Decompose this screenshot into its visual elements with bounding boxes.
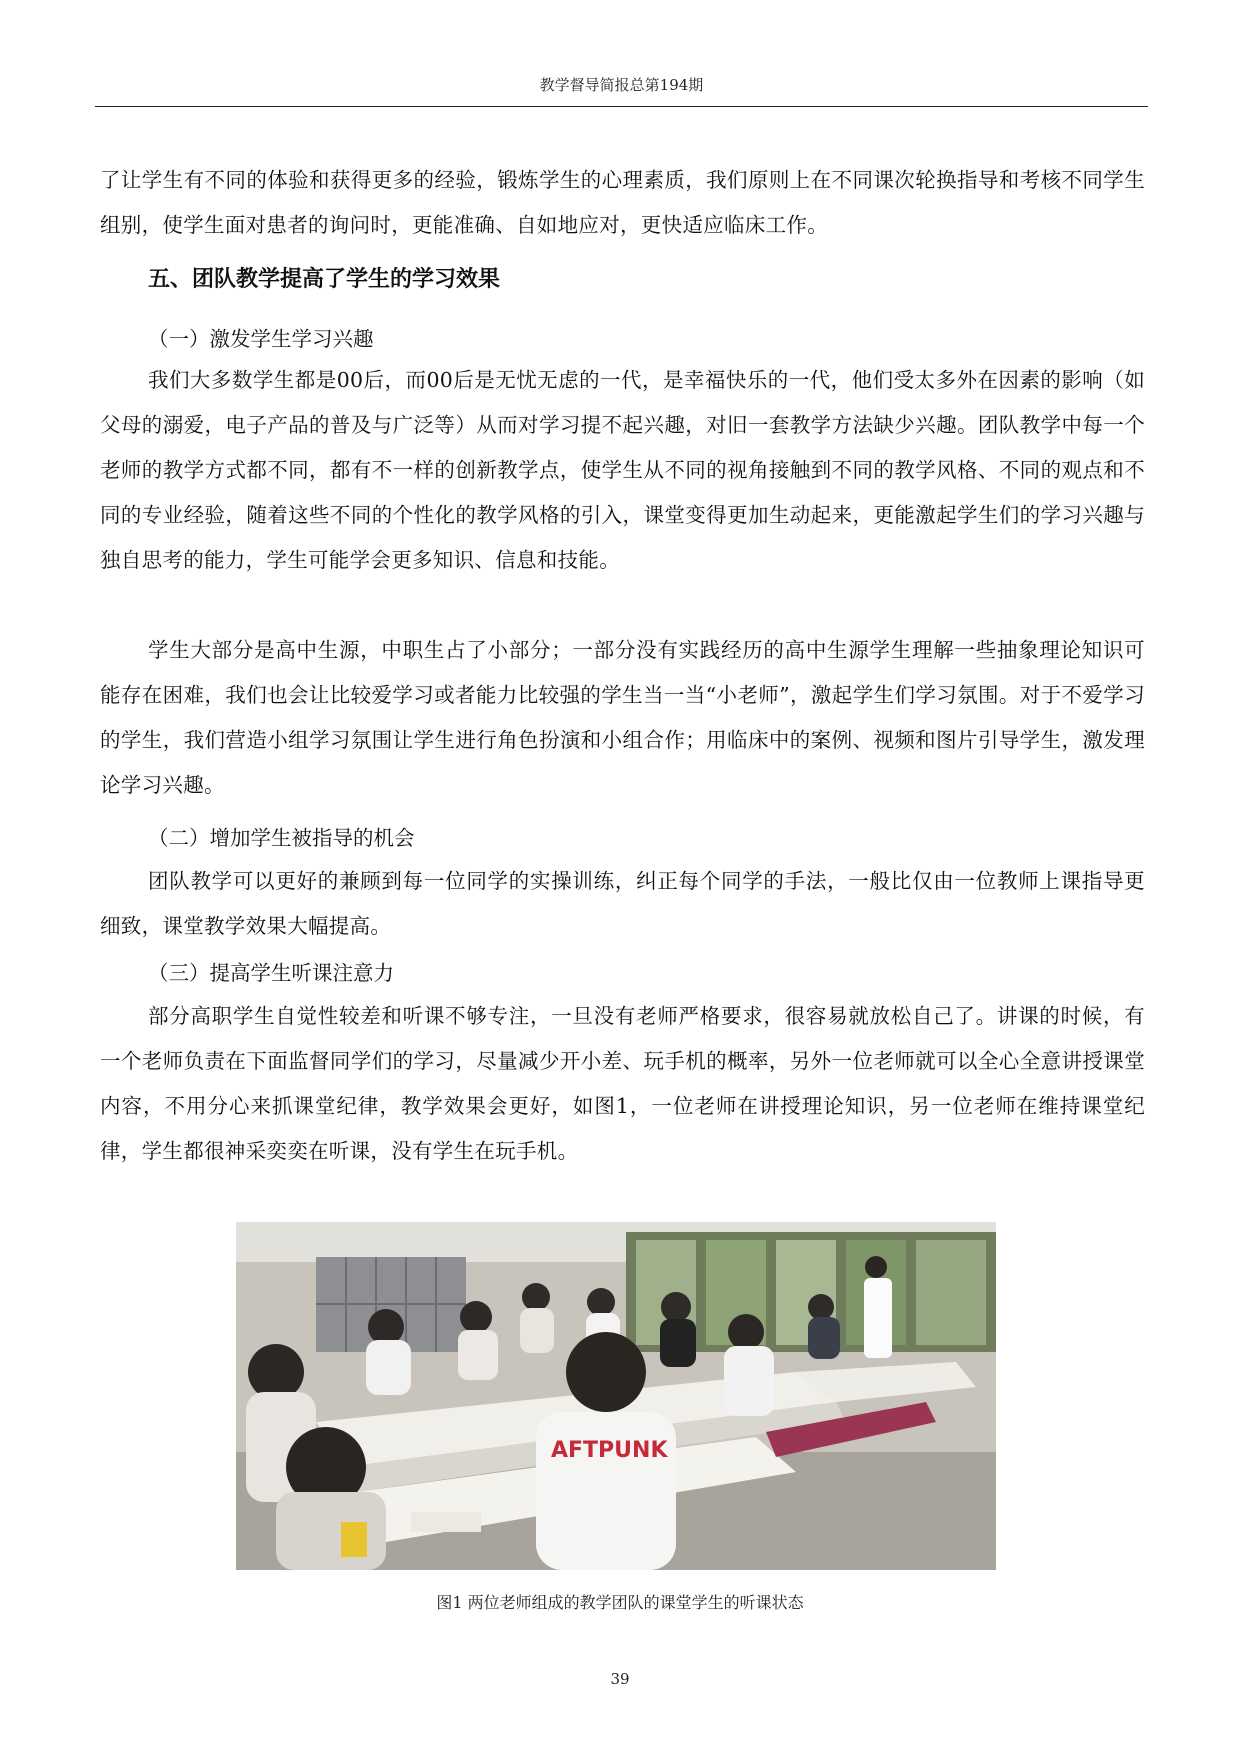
classroom-photo — [236, 1222, 996, 1570]
intro-paragraph: 了让学生有不同的体验和获得更多的经验，锻炼学生的心理素质，我们原则上在不同课次轮换指导和考核不同学生组别，使学生面对患者的询问时，更能准确、自如地应对，更快适应临床工作。 — [100, 168, 1145, 237]
page-number: 39 — [610, 1670, 630, 1688]
shirt-text: AFTPUNK — [551, 1438, 668, 1463]
page-header: 教学督导简报总第194期 — [539, 76, 704, 94]
subsection-1-paragraph-1: 我们大多数学生都是00后，而00后是无忧无虑的一代，是幸福快乐的一代，他们受太多外在因素的影响（如父母的溺爱，电子产品的普及与广泛等）从而对学习提不起兴趣，对旧一套教学方法缺少兴趣。团队教学中每一个老师的教学方式都不同，都有不一样的创新教学点，使学生从不同的视角接触到不同的教学风格、不同的观点和不同的专业经验，随着这些不同的个性化的教学风格的引入，课堂变得更加生动起来，更能激起学生们的学习兴趣与独自思考的能力，学生可能学会更多知识、信息和技能。 — [100, 368, 1145, 572]
figure-caption: 图1 两位老师组成的教学团队的课堂学生的听课状态 — [436, 1593, 804, 1612]
header-rule — [95, 106, 1148, 107]
section-heading: 五、团队教学提高了学生的学习效果 — [148, 267, 501, 292]
subsection-3-heading: （三）提高学生听课注意力 — [148, 961, 394, 985]
subsection-2-paragraph: 团队教学可以更好的兼顾到每一位同学的实操训练，纠正每个同学的手法，一般比仅由一位教师上课指导更细致，课堂教学效果大幅提高。 — [100, 869, 1145, 938]
subsection-1-heading: （一）激发学生学习兴趣 — [148, 327, 374, 351]
subsection-3-paragraph: 部分高职学生自觉性较差和听课不够专注，一旦没有老师严格要求，很容易就放松自己了。讲课的时候，有一个老师负责在下面监督同学们的学习，尽量减少开小差、玩手机的概率，另外一位老师就可以全心全意讲授课堂内容，不用分心来抓课堂纪律，教学效果会更好，如图1，一位老师在讲授理论知识，另一位老师在维持课堂纪律，学生都很神采奕奕在听课，没有学生在玩手机。 — [100, 1004, 1145, 1163]
subsection-1-paragraph-2: 学生大部分是高中生源，中职生占了小部分；一部分没有实践经历的高中生源学生理解一些抽象理论知识可能存在困难，我们也会让比较爱学习或者能力比较强的学生当一当“小老师”，激起学生们学习氛围。对于不爱学习的学生，我们营造小组学习氛围让学生进行角色扮演和小组合作；用临床中的案例、视频和图片引导学生，激发理论学习兴趣。 — [100, 638, 1145, 797]
subsection-2-heading: （二）增加学生被指导的机会 — [148, 826, 415, 850]
